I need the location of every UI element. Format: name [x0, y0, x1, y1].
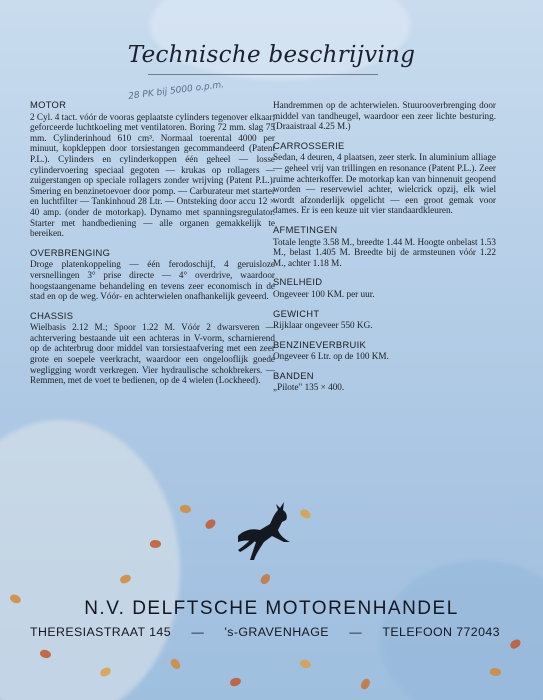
autumn-leaf-icon — [204, 518, 218, 530]
section-afmetingen — [273, 225, 496, 268]
section-text: Totale lengte 3.58 M., breedte 1.44 M. Hoogte onbelast 1.53 M., belast 1.405 M. Breedte bij de armsteunen vóór 1.22 M., achter 1.18 M. — [273, 236, 496, 268]
address-street: THERESIASTRAAT 145 — [30, 625, 172, 639]
chassis-continued-text: Handremmen op de achterwielen. Stuurooverbrenging door middel van tandheugel, waardoor een zeer lichte besturing. (Draaistraal 4.25 M.) — [273, 100, 496, 132]
autumn-leaf-icon — [299, 507, 312, 520]
right-column — [273, 100, 496, 402]
section-text: Ongeveer 6 Ltr. op de 100 KM. — [273, 351, 389, 362]
section-carrosserie — [273, 141, 496, 216]
section-heading: CHASSIS — [30, 309, 74, 321]
left-column — [30, 100, 275, 395]
section-heading: GEWICHT — [273, 307, 320, 319]
leaping-deer-logo-icon — [234, 500, 292, 562]
company-address — [30, 625, 500, 639]
address-phone: TELEFOON 772043 — [382, 625, 500, 639]
page-title: Technische beschrijving — [127, 42, 416, 68]
section-text: 2 Cyl. 4 tact. vóór de vooras geplaatste cylinders tegenover elkaar; geforceerde luchtkoeling met ventilatoren. Boring 72 mm. slag 75 mm. Cylinderinhoud 610 cm³. Normaal toerental 4000 per minuut, kopkleppen door torsiestangen gecommandeerd (Patent P.L.). Cylinders en cylinderkoppen één geheel — losse cylindervoering speciaal gegoten — krukas op rollagers — zuigerstangen op speciale rollagers zonder wrijving (Patent P.L.). Smering en benzinetoevoer door pomp. — Carburateur met starter en luchtfilter — Tankinhoud 28 Ltr. — Ontsteking door accu 12 × 40 amp. (onder de motorkap). Dynamo met spanningsregulator. Starter met handbediening — alle organen gemakkelijk te bereiken. — [30, 111, 275, 239]
section-overbrenging — [30, 248, 275, 302]
autumn-leaf-icon — [179, 503, 192, 514]
autumn-leaf-icon — [229, 677, 241, 687]
autumn-leaf-icon — [259, 572, 273, 585]
autumn-leaf-icon — [169, 657, 181, 671]
autumn-leaf-icon — [299, 658, 313, 670]
section-heading: CARROSSERIE — [273, 139, 345, 151]
title-underline — [148, 74, 378, 75]
section-text: Rijklaar ongeveer 550 KG. — [273, 320, 373, 331]
section-text: Wielbasis 2.12 M.; Spoor 1.22 M. Vóór 2 dwarsveren — achtervering bestaande uit een achteras in V-vorm, scharnierend op de achterbrug door middel van torsiestaafvering met een zeer grote en soepele veerkracht, waardoor een ongelooflijk goede wegligging wordt verkregen. Vier hydraulische schokbrekers. — Remmen, met de voet te bedienen, op de 4 wielen (Lockheed). — [30, 322, 275, 386]
section-heading: MOTOR — [30, 99, 67, 110]
section-text: Droge platenkoppeling — één ferodoschijf, 4 geruisloze versnellingen 3° prise directe — 4° overdrive, waardoor hoogstaangename behandeling en tevens zeer economisch in de stad en op de weg. Vóór- en achterwielen onafhankelijk geveerd. — [30, 259, 275, 302]
section-heading: AFMETINGEN — [273, 223, 338, 235]
watercolor-wash — [150, 0, 410, 80]
address-city: 's-GRAVENHAGE — [224, 625, 329, 639]
company-name: N.V. DELFTSCHE MOTORENHANDEL — [84, 598, 459, 619]
section-heading: OVERBRENGING — [30, 246, 111, 258]
address-separator: — — [349, 625, 363, 639]
section-motor — [30, 100, 275, 239]
section-heading: SNELHEID — [273, 276, 323, 288]
watercolor-wash — [0, 420, 180, 700]
section-snelheid — [273, 277, 496, 299]
address-separator: — — [191, 625, 205, 639]
section-heading: BENZINEVERBRUIK — [273, 338, 367, 350]
section-text: „Pilote" 135 × 400. — [273, 382, 345, 393]
section-benzineverbruik — [273, 340, 496, 362]
section-heading: BANDEN — [273, 369, 314, 381]
section-banden — [273, 371, 496, 393]
section-chassis — [30, 311, 275, 386]
section-text: Sedan, 4 deuren, 4 plaatsen, zeer sterk. In aluminium alliage — geheel vrij van trillingen en resonance (Patent P.L.). Zeer ruime achterkoffer. De motorkap kan van binnenuit geopend worden — reservewiel achter, wielcrick opzij, elk wiel wordt afzonderlijk opgelicht — een groot gemak voor dames. Er is een keuze uit vier standaardkleuren. — [273, 152, 496, 216]
section-gewicht — [273, 309, 496, 331]
autumn-leaf-icon — [359, 677, 372, 691]
section-text: Ongeveer 100 KM. per uur. — [273, 288, 375, 299]
handwritten-note: 28 PK bij 5000 o.p.m. — [127, 80, 225, 102]
